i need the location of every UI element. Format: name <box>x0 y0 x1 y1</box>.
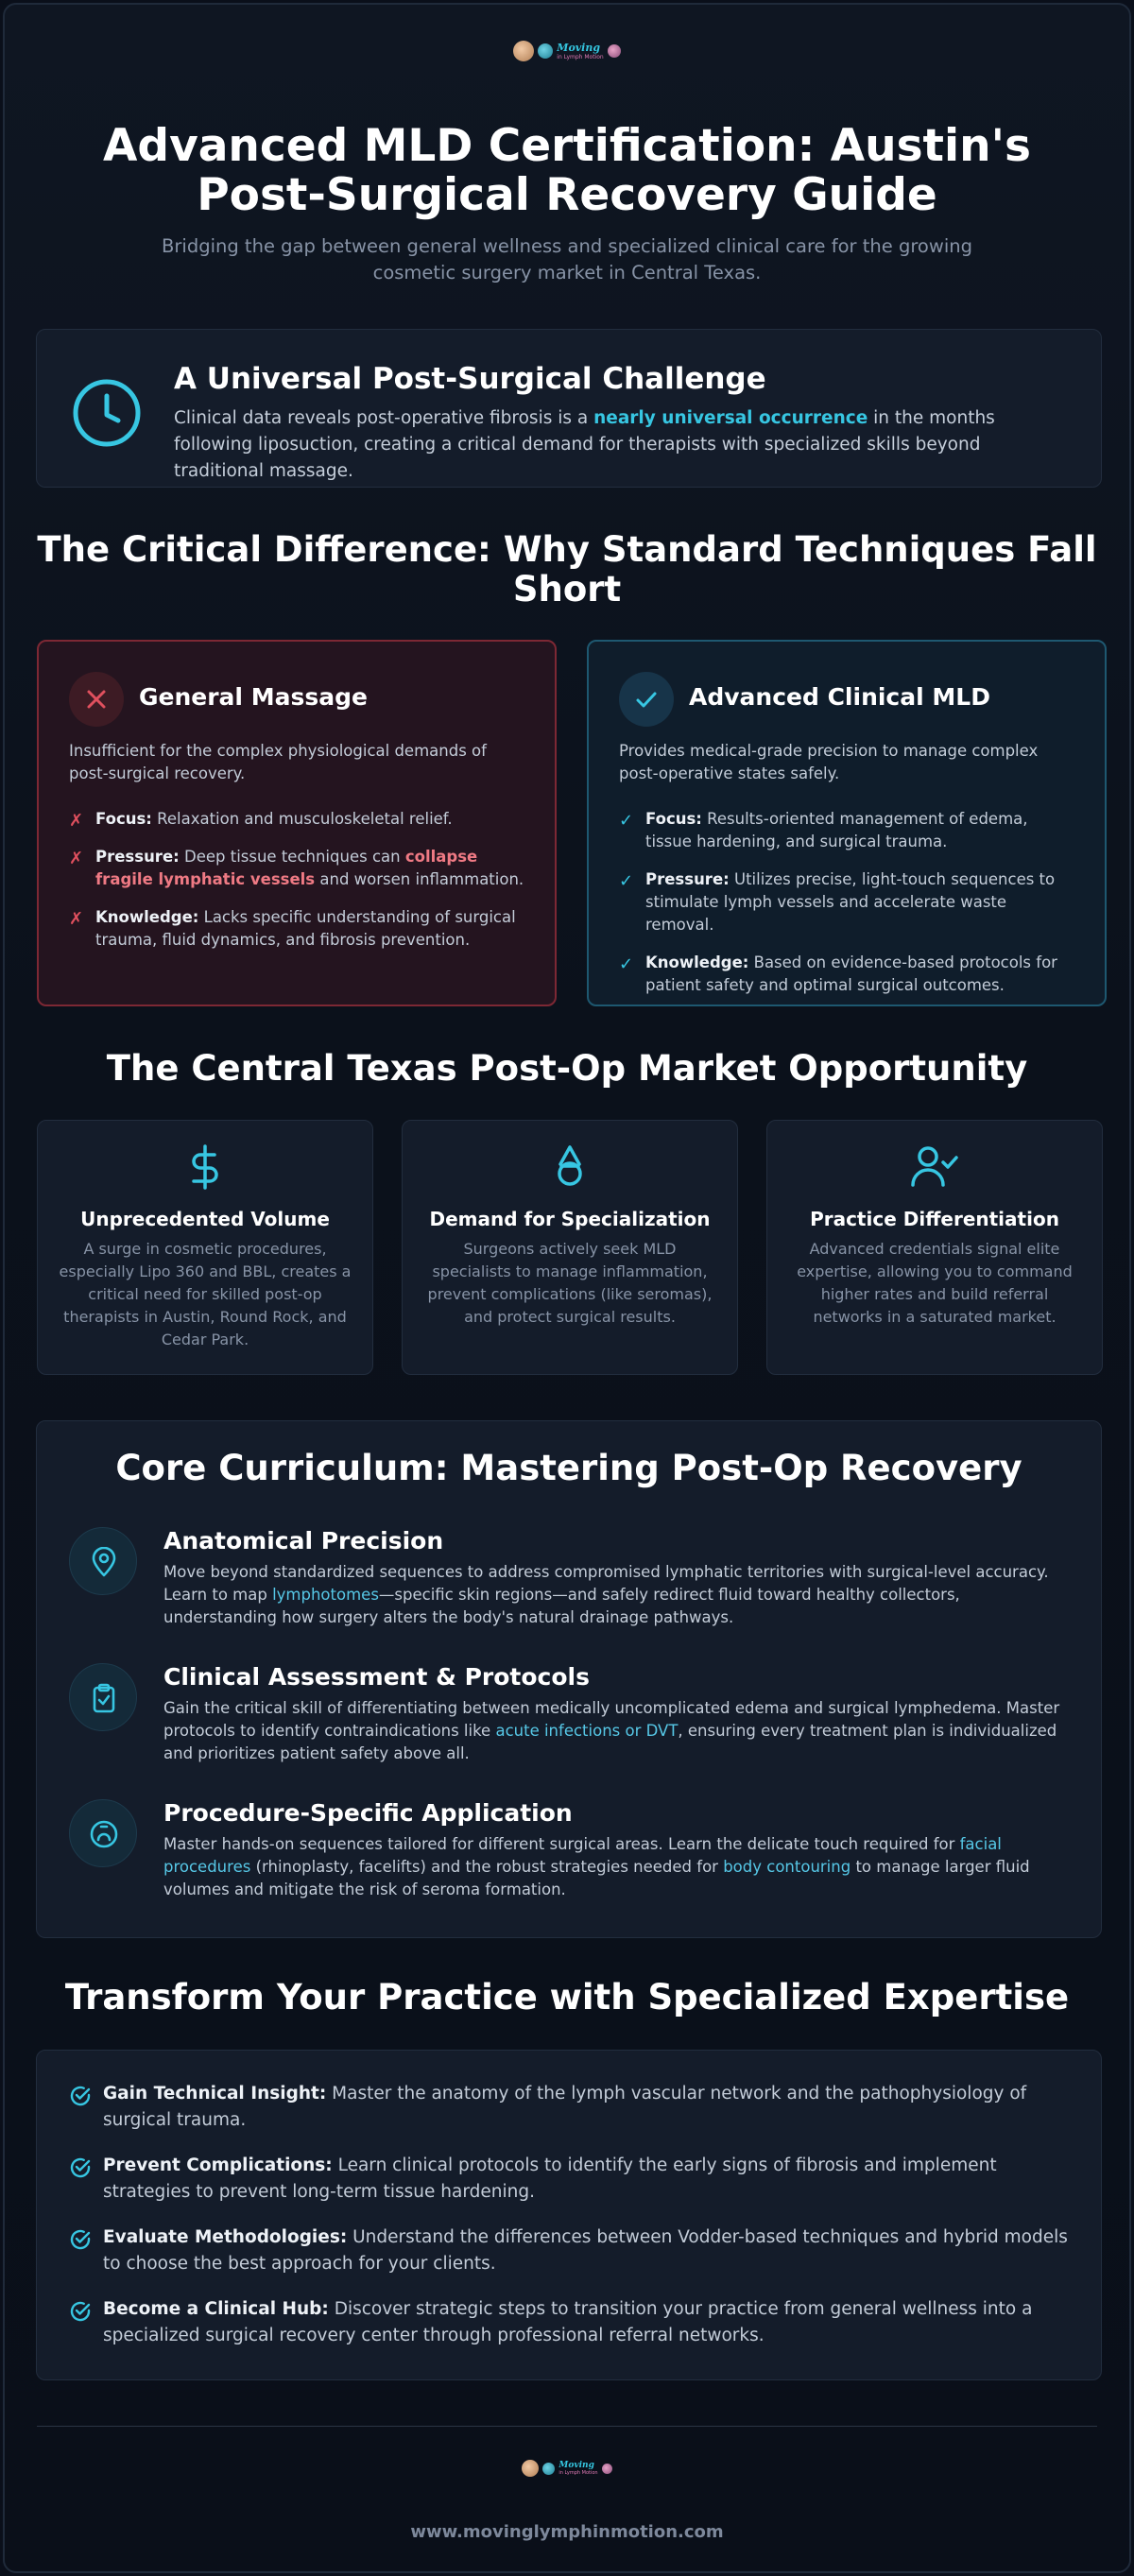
transform-list <box>69 2081 1069 2368</box>
general-massage-list <box>69 808 526 967</box>
challenge-text: Clinical data reveals post-operative fibrosis is a nearly universal occurrence in the months following liposuction, creating a critical demand for therapists with specialized skills beyond traditional massage. <box>174 408 995 481</box>
general-massage-card <box>37 640 557 1006</box>
check-icon: ✓ <box>619 811 634 831</box>
advanced-mld-list <box>619 808 1076 1012</box>
general-massage-intro: Insufficient for the complex physiological demands of post-surgical recovery. <box>69 742 487 782</box>
cross-icon: ✗ <box>69 909 84 929</box>
market-card-differentiation: Practice Differentiation Advanced credentials signal elite expertise, allowing you to command higher rates and build referral networks in a saturated market. <box>766 1120 1103 1375</box>
list-item: Gain Technical Insight: Master the anatomy of the lymph vascular network and the pathophysiology of surgical trauma. <box>69 2081 1069 2134</box>
curriculum-title: Core Curriculum: Mastering Post-Op Recovery <box>115 1448 1022 1488</box>
cross-icon: ✗ <box>69 811 84 831</box>
transform-card <box>36 2050 1102 2380</box>
challenge-title: A Universal Post-Surgical Challenge <box>174 362 766 396</box>
list-item: ✓ Knowledge: Based on evidence-based protocols for patient safety and optimal surgical outcomes. <box>619 953 1057 994</box>
droplet-icon <box>403 1143 737 1191</box>
curriculum-card: Core Curriculum: Mastering Post-Op Recovery Anatomical Precision Move beyond standardized sequences to address compromised lymphatic territories with surgical-level accuracy. Learn to map lymphotomes—specific skin regions—and safely redirect fluid toward healthy collectors, understanding how surgery alters the body's natural drainage pathways. Clinical Assessment & Protocols Gain the critical skill of differentiating between medically uncomplicated edema and surgical lymphedema. Master protocols to identify contraindications like acute infections or DVT, ensuring every treatment plan is individualized and prioritizes patient safety above all. Procedure-Specific Application Master hands-on sequences tailored for different surgical areas. Learn the delicate touch required for facial procedures (rhinoplasty, facelifts) and the robust strategies needed for body contouring to manage larger fluid volumes and mitigate the risk of seroma formation. <box>36 1420 1102 1938</box>
x-icon <box>69 672 124 727</box>
page-subtitle: Bridging the gap between general wellness and specialized clinical care for the growing cosmetic surgery market in Central Texas. <box>162 235 972 283</box>
list-item: Become a Clinical Hub: Discover strategic steps to transition your practice from general wellness into a specialized surgical recovery center through professional referral networks. <box>69 2296 1069 2349</box>
cross-icon: ✗ <box>69 849 84 868</box>
challenge-card <box>36 329 1102 488</box>
user-check-icon <box>767 1143 1102 1191</box>
market-card-specialization: Demand for Specialization Surgeons actively seek MLD specialists to manage inflammation, prevent complications (like seromas), and protect surgical results. <box>402 1120 738 1375</box>
list-item: ✗ Pressure: Deep tissue techniques can collapse fragile lymphatic vessels and worsen inflammation. <box>69 848 524 888</box>
market-card-volume: Unprecedented Volume A surge in cosmetic procedures, especially Lipo 360 and BBL, creates a critical need for skilled post-op therapists in Austin, Round Rock, and Cedar Park. <box>37 1120 373 1375</box>
list-item: Evaluate Methodologies: Understand the differences between Vodder-based techniques and hybrid models to choose the best approach for your clients. <box>69 2224 1069 2277</box>
list-item: ✓ Pressure: Utilizes precise, light-touch sequences to stimulate lymph vessels and accelerate waste removal. <box>619 870 1056 934</box>
difference-title: The Critical Difference: Why Standard Techniques Fall Short <box>37 529 1097 610</box>
list-item: ✗ Knowledge: Lacks specific understanding of surgical trauma, fluid dynamics, and fibrosis prevention. <box>69 908 516 949</box>
general-massage-title: General Massage <box>139 683 368 711</box>
check-icon: ✓ <box>619 871 634 891</box>
list-item: ✓ Focus: Results-oriented management of edema, tissue hardening, and surgical trauma. <box>619 810 1028 850</box>
list-item: Prevent Complications: Learn clinical protocols to identify the early signs of fibrosis and implement strategies to prevent long-term tissue hardening. <box>69 2153 1069 2206</box>
footer-logo: Moving in Lymph Motion <box>5 2460 1129 2477</box>
map-pin-icon <box>69 1527 137 1595</box>
clock-icon <box>71 377 143 449</box>
check-icon: ✓ <box>619 954 634 974</box>
list-item: ✗ Focus: Relaxation and musculoskeletal relief. <box>69 810 453 831</box>
dollar-icon <box>38 1143 372 1191</box>
infographic-page <box>3 3 1131 2573</box>
check-circle-icon <box>69 2085 92 2107</box>
market-title: The Central Texas Post-Op Market Opportunity <box>106 1048 1028 1089</box>
page-title: Advanced MLD Certification: Austin's Post-Surgical Recovery Guide <box>103 120 1031 221</box>
footer-website-link[interactable]: www.movinglymphinmotion.com <box>410 2522 724 2542</box>
check-circle-icon <box>69 2156 92 2179</box>
advanced-mld-card <box>587 640 1107 1006</box>
advanced-mld-intro: Provides medical-grade precision to manage complex post-operative states safely. <box>619 742 1039 782</box>
check-circle-icon <box>69 2228 92 2251</box>
advanced-mld-title: Advanced Clinical MLD <box>689 683 990 711</box>
check-circle-icon <box>69 2300 92 2323</box>
transform-title: Transform Your Practice with Specialized Expertise <box>64 1977 1070 2018</box>
check-icon <box>619 672 674 727</box>
face-icon <box>69 1799 137 1867</box>
footer-divider <box>37 2426 1097 2427</box>
brand-logo: Moving in Lymph Motion <box>5 41 1129 61</box>
clipboard-check-icon <box>69 1663 137 1731</box>
